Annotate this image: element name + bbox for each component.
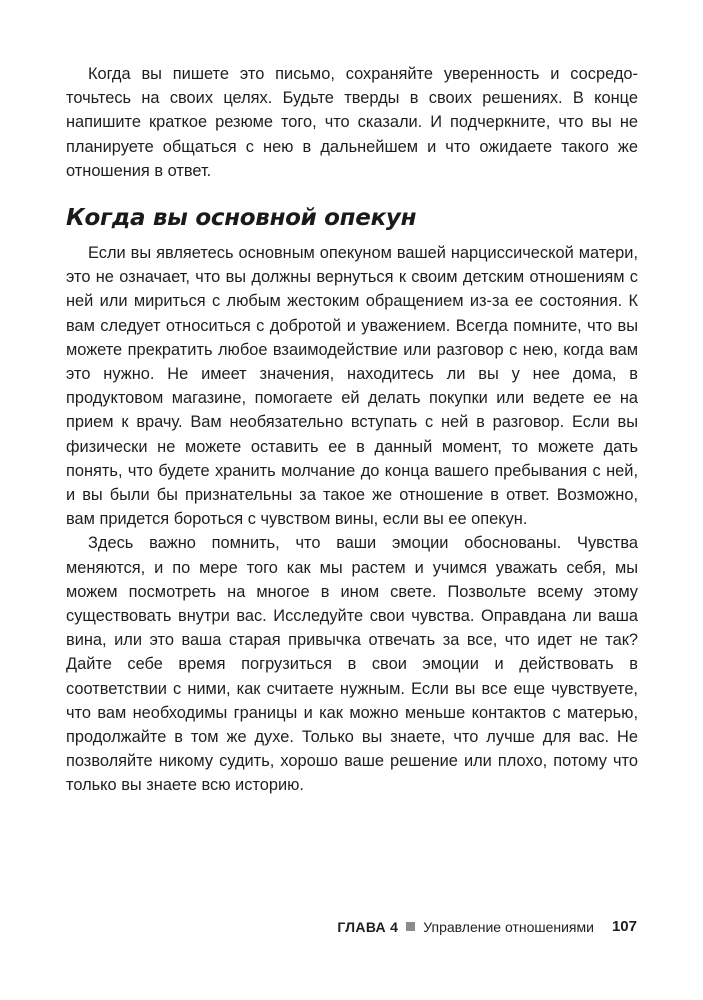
paragraph-primary-caregiver: Если вы являетесь основным опекуном вашей нарциссической матери, это не означает, что вы должны вернуться к своим детским отношениям с ней или мириться с любым жестоким обращением из-за ее состояния. К вам следует относиться с добротой и уважением. Всегда помните, что вы можете прекратить любое взаимодействие или разговор с нею, когда вам это нужно. Не имеет значения, находитесь ли вы у нее дома, в продуктовом магазине, помогаете ей делать покупки или ведете ее на прием к врачу. Вам необязательно вступать с ней в разговор. Если вы физически не можете оставить ее в данный момент, то можете дать понять, что будете хранить молчание до конца вашего пребывания с ней, и вы были бы признательны за такое же отношение в ответ. Возможно, вам придется бороться с чувством вины, если вы ее опекун. xyxy=(66,244,638,529)
paragraph-emotions-valid: Здесь важно помнить, что ваши эмоции обоснованы. Чувства меняются, и по мере того как мы растем и учимся уважать себя, мы можем посмотреть на многое в ином свете. Позвольте всему этому существовать внутри вас. Исследуйте свои чувства. Оправдана ли ваша вина, или это ваша старая привычка отвечать за все, что идет не так? Дайте себе время погрузиться в свои эмоции и действовать в соответствии с ними, как считаете нужным. Если вы все еще чувствуете, что вам необходимы границы и как можно меньше контактов с матерью, продолжайте в том же духе. Только вы знаете, что лучше для вас. Не позволяйте никому судить, хорошо ваше решение или плохо, потому что только вы знаете всю историю. xyxy=(66,534,638,795)
page-body xyxy=(66,62,638,798)
square-separator-icon xyxy=(406,922,415,931)
page-number: 107 xyxy=(611,918,637,935)
section-heading: Когда вы основной опекун xyxy=(66,205,417,232)
footer-chapter: ГЛАВА 4 xyxy=(337,918,399,935)
paragraph-letter-advice: Когда вы пишете это письмо, сохраняйте уверенность и сосредоточьтесь на своих целях. Будьте тверды в своих решениях. В конце напишите краткое резюме того, что сказали. И подчеркните, что вы не планируете общаться с нею в дальнейшем и что ожидаете такого же отношения в ответ. xyxy=(66,65,638,180)
footer-chapter-title: Управление отношениями xyxy=(423,918,594,935)
page-footer xyxy=(337,918,637,935)
